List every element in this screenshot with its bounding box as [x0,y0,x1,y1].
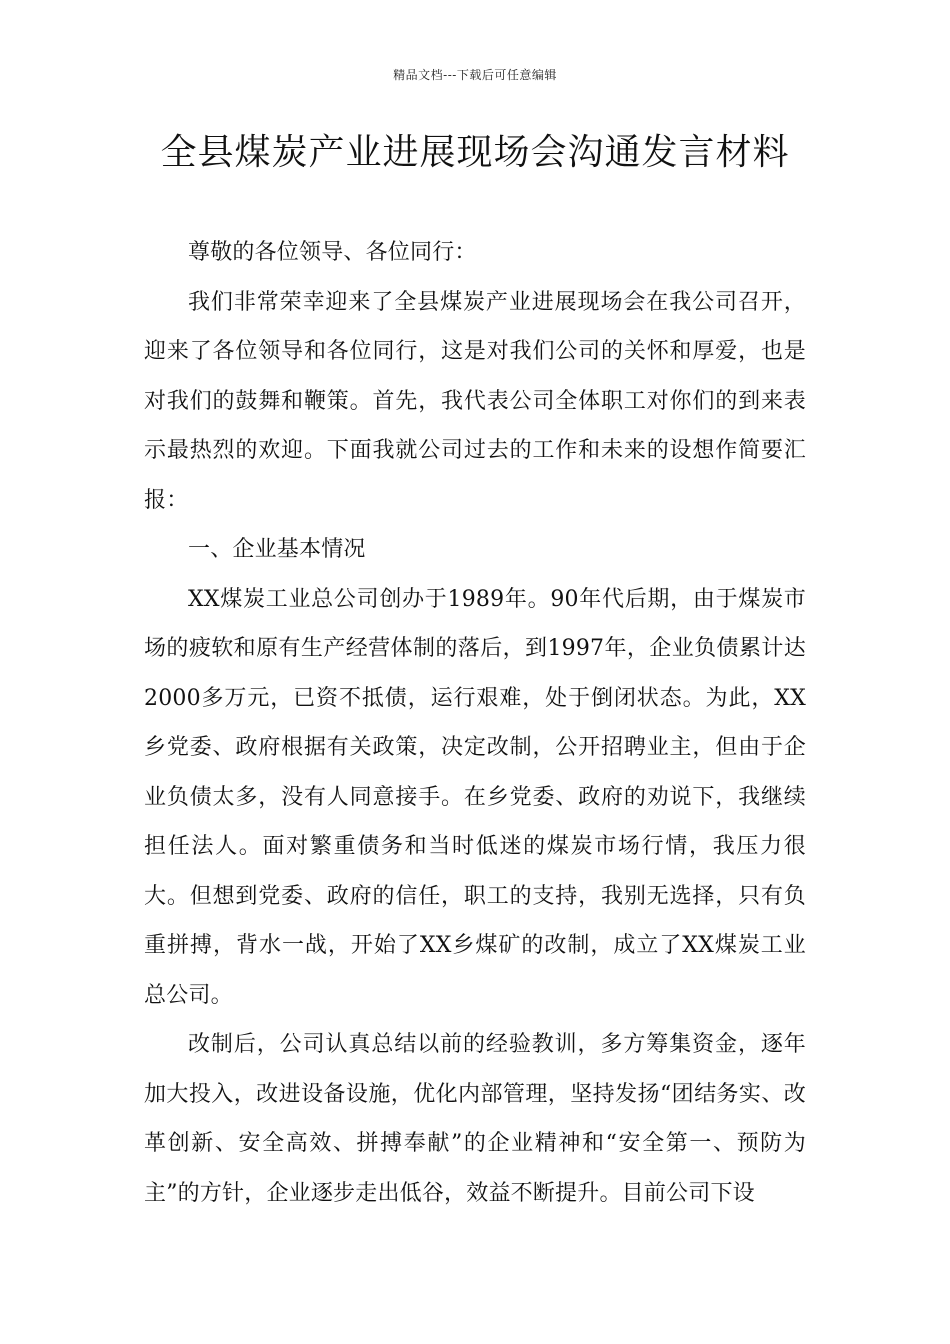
section-heading: 一、企业基本情况 [188,537,366,562]
header-note: 精品文档---下载后可任意编辑 [393,68,557,82]
document-body [144,228,806,1218]
intro-paragraph: 我们非常荣幸迎来了全县煤炭产业进展现场会在我公司召开，迎来了各位领导和各位同行，这是对我们公司的关怀和厚爱，也是对我们的鼓舞和鞭策。首先，我代表公司全体职工对你们的到来表示最热烈的欢迎。下面我就公司过去的工作和未来的设想作简要汇报： [144,289,806,513]
document-title: 全县煤炭产业进展现场会沟通发言材料 [160,132,790,173]
reform-paragraph: 改制后，公司认真总结以前的经验教训，多方筹集资金，逐年加大投入，改进设备设施，优化内部管理，坚持发扬“团结务实、改革创新、安全高效、拼搏奉献”的企业精神和“安全第一、预防为主”的方针，企业逐步走出低谷，效益不断提升。目前公司下设 [144,1032,806,1206]
salutation-paragraph: 尊敬的各位领导、各位同行： [188,240,477,265]
history-paragraph: XX煤炭工业总公司创办于1989年。90年代后期，由于煤炭市场的疲软和原有生产经营体制的落后，到1997年，企业负债累计达2000多万元，已资不抵债，运行艰难，处于倒闭状态。为此，XX乡党委、政府根据有关政策，决定改制，公开招聘业主，但由于企业负债太多，没有人同意接手。在乡党委、政府的劝说下，我继续担任法人。面对繁重债务和当时低迷的煤炭市场行情，我压力很大。但想到党委、政府的信任，职工的支持，我别无选择，只有负重拼搏，背水一战，开始了XX乡煤矿的改制，成立了XX煤炭工业总公司。 [144,586,806,1008]
